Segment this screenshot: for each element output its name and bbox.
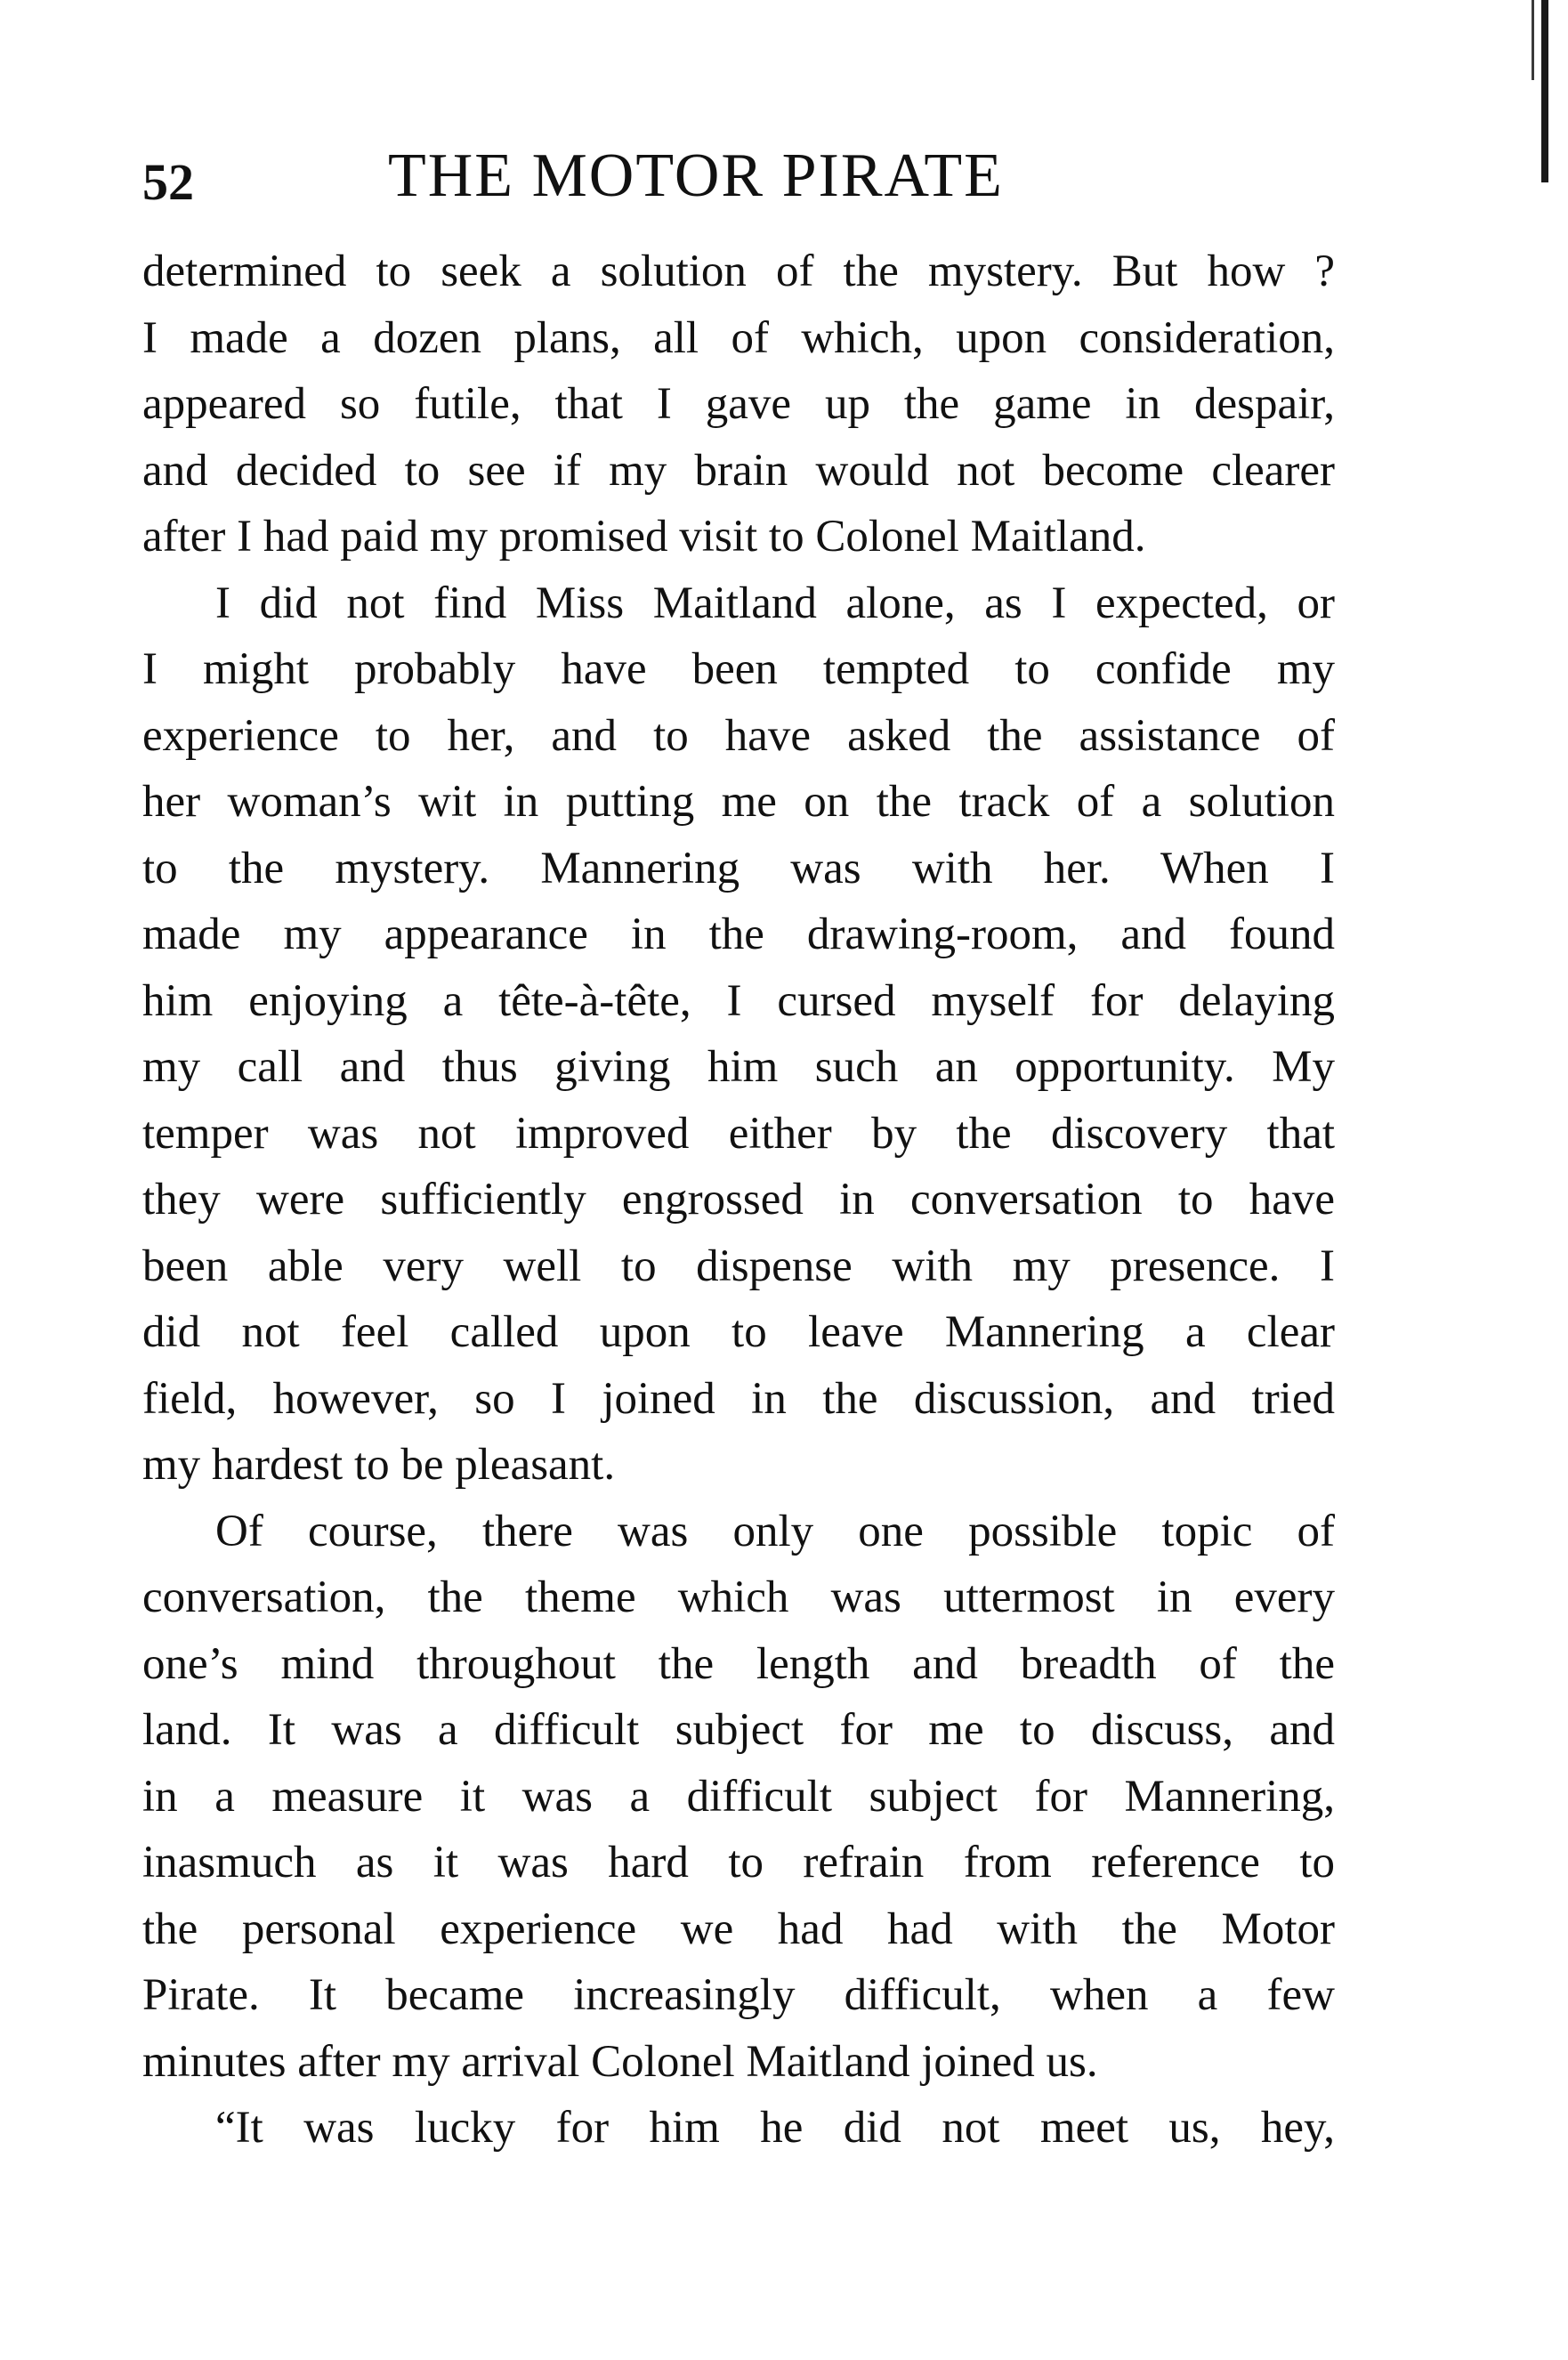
page-edge-mark-thin	[1532, 0, 1534, 80]
page-edge-mark	[1541, 0, 1548, 182]
running-title: THE MOTOR PIRATE	[388, 141, 1004, 210]
text-line: inasmuch as it was hard to refrain from reference to	[142, 1838, 1335, 1887]
text-line: Pirate. It became increasingly difficult, when a few	[142, 1970, 1335, 2020]
paragraph	[142, 2095, 1335, 2162]
text-line: did not feel called upon to leave Mannering a clear	[142, 1307, 1335, 1357]
text-line: experience to her, and to have asked the assistance of	[142, 710, 1335, 761]
text-line: they were sufficiently engrossed in conversation to have	[142, 1175, 1335, 1224]
text-line: her woman’s wit in putting me on the track of a solution	[142, 777, 1335, 827]
paragraph	[142, 1499, 1335, 2096]
text-line: the personal experience we had had with the Motor	[142, 1903, 1335, 1954]
text-line: made my appearance in the drawing-room, and found	[142, 909, 1335, 959]
text-line: I made a dozen plans, all of which, upon consideration,	[142, 312, 1335, 363]
text-line: appeared so futile, that I gave up the game in despair,	[142, 379, 1335, 429]
text-line: my hardest to be pleasant.	[142, 1440, 616, 1490]
running-header	[142, 141, 1335, 221]
text-line: and decided to see if my brain would not become clearer	[142, 445, 1335, 496]
text-line: him enjoying a tête-à-tête, I cursed myself for delaying	[142, 975, 1335, 1026]
text-line: temper was not improved either by the discovery that	[142, 1108, 1335, 1159]
text-line: my call and thus giving him such an opportunity. My	[142, 1042, 1335, 1092]
paragraph	[142, 570, 1335, 1499]
text-line: field, however, so I joined in the discussion, and tried	[142, 1373, 1335, 1424]
text-line: after I had paid my promised visit to Colonel Maitland.	[142, 512, 1146, 562]
paragraph	[142, 238, 1335, 570]
body-text	[142, 238, 1335, 2162]
text-line: “It was lucky for him he did not meet us, hey,	[215, 2103, 1335, 2153]
text-line: been able very well to dispense with my presence. I	[142, 1241, 1335, 1291]
text-line: land. It was a difficult subject for me to discuss, and	[142, 1705, 1335, 1755]
page-number: 52	[142, 153, 194, 211]
text-line: to the mystery. Mannering was with her. When I	[142, 843, 1335, 893]
text-line: determined to seek a solution of the mystery. But how ?	[142, 247, 1335, 296]
text-line: one’s mind throughout the length and breadth of the	[142, 1638, 1335, 1689]
text-line: Of course, there was only one possible topic of	[215, 1506, 1335, 1556]
text-line: minutes after my arrival Colonel Maitland joined us.	[142, 2036, 1098, 2087]
text-line: in a measure it was a difficult subject for Mannering,	[142, 1771, 1335, 1822]
text-line: conversation, the theme which was uttermost in every	[142, 1572, 1335, 1622]
text-line: I might probably have been tempted to confide my	[142, 644, 1335, 694]
text-line: I did not find Miss Maitland alone, as I expected, or	[215, 578, 1335, 628]
